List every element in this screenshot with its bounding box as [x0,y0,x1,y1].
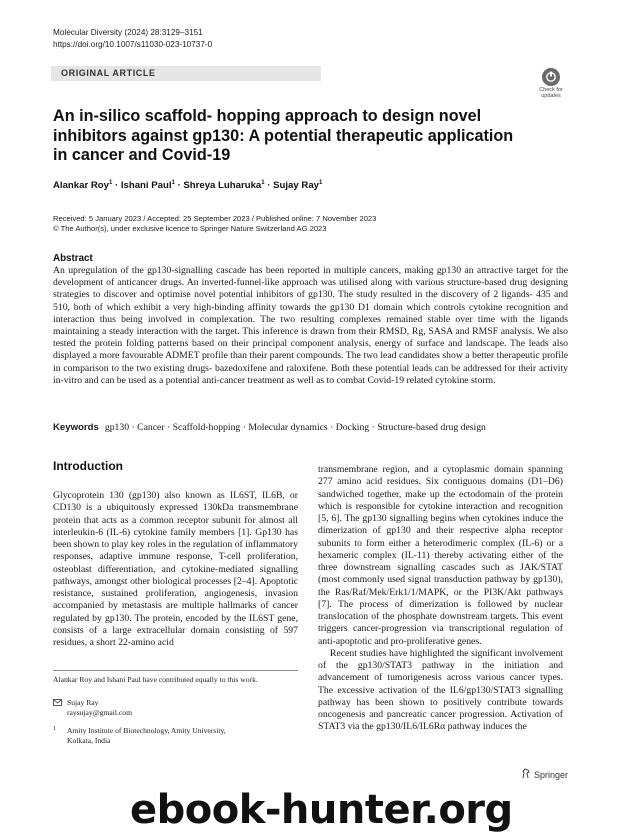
abstract-heading: Abstract [53,253,93,264]
affiliation [53,726,226,746]
author-affiliation-mark: 1 [108,180,113,186]
footnote-divider [53,670,298,671]
affiliation-line: Amity Institute of Biotechnology, Amity University, [67,726,226,735]
author-separator: · [264,180,274,192]
author-list [53,180,322,191]
left-column [53,490,298,649]
springer-horse-icon [521,768,531,781]
envelope-icon [53,699,62,709]
affiliation-number: 1 [53,726,56,732]
affiliation-line: Kolkata, India [67,736,111,745]
keywords-label: Keywords [53,422,99,433]
author-name[interactable]: Shreya Luharuka [183,180,262,192]
article-title: An in-silico scaffold- hopping approach to design novel inhibitors against gp130: A potential therapeutic application in cancer and Covid-19 [53,107,514,164]
journal-header [53,27,212,51]
check-updates-icon [542,68,560,86]
author-name[interactable]: Sujay Ray [273,180,319,192]
author-name[interactable]: Ishani Paul [120,180,172,192]
history-dates: Received: 5 January 2023 / Accepted: 25 September 2023 / Published online: 7 November 2023 [53,214,377,223]
publication-dates [53,214,376,234]
publisher-name: Springer [534,769,569,780]
publisher-mark [521,768,568,781]
right-column [318,464,563,734]
check-for-updates-badge[interactable] [535,68,567,102]
author-separator: · [112,180,121,192]
article-type-banner: ORIGINAL ARTICLE [51,66,321,81]
intro-paragraph: transmembrane region, and a cytoplasmic domain spanning 277 amino acid residues. Six contiguous domains (D1–D6) sandwiched together, make up the ectodomain of the protein which is responsible for cytokine interaction and recognition [5, 6]. The gp130 signalling begins when cytokines induce the dimerization of gp130 and their respective alpha receptor subunits to form either a heterodimeric complex (IL-6) or a hexameric complex (IL-11) thereby activating either of the three downstream signalling cascades such as JAK/STAT (most commonly used signal transduction pathway by gp130), the Ras/Raf/Mek/Erk1/1/MAPK, or the PI3K/Akt pathways [7]. The process of dimerization is followed by nuclear translocation of the phosphate downstream targets. This event triggers cancer-progression via transcriptional regulation of anti-apoptotic and pro-proliferative genes. [318,464,563,647]
check-updates-label: Check for updates [539,87,563,99]
keywords-text: gp130 · Cancer · Scaffold-hopping · Molecular dynamics · Docking · Structure-based drug design [104,422,486,433]
doi-link[interactable]: https://doi.org/10.1007/s11030-023-10737-0 [53,40,213,49]
corresponding-name: Sujay Ray [67,698,99,707]
author-affiliation-mark: 1 [319,180,323,186]
watermark-text: ebook-hunter.org [130,787,513,833]
intro-paragraph: Glycoprotein 130 (gp130) also known as IL6ST, IL6B, or CD130 is a ubiquitously expressed 130kDa transmembrane protein that acts as a common receptor subunit for almost all interleukin-6 (IL-6) cytokine family members [1]. Gp130 has been shown to play key roles in the regulation of inflammatory responses, adaptive immune response, T-cell proliferation, osteoblast differentiation, and cytokine-mediated signalling pathways, amongst other biological processes [2–4]. Apoptotic resistance, sustained proliferation, angiogenesis, invasion accompanied by metastasis are multiple hallmarks of cancer regulated by gp130. The protein, encoded by the IL6ST gene, consists of a large extracellular domain consisting of 597 residues, a short 22-amino acid [53,490,298,648]
author-name[interactable]: Alankar Roy [53,180,109,192]
author-separator: · [174,180,184,192]
corresponding-author [53,698,132,718]
copyright-line: © The Author(s), under exclusive licence to Springer Nature Switzerland AG 2023 [53,224,327,233]
abstract-text: An upregulation of the gp130-signalling cascade has been reported in multiple cancers, making gp130 an attractive target for the development of anticancer drugs. An inverted-funnel-like approach was utilised along with various structure-based drug designing strategies to discover and optimise novel potential inhibitors of gp130. The study resulted in the discovery of 2 ligands- 435 and 510, both of which exhibit a very high-binding affinity towards the gp130 D1 domain which controls cytokine recognition and interaction thus being involved in complexation. The two resulting complexes remained stable over time with the ligands maintaining a steady interaction with the target. This inference is drawn from their RMSD, Rg, SASA and RMSF analysis. We also tested the protein folding patterns based on their principal component analysis, energy of surface and landscape. The leads also displayed a more favourable ADMET profile than their parent compounds. The two lead candidates show a better therapeutic profile in comparison to the two existing drugs- bazedoxifene and raloxifene. Both these potential leads can be addressed for their activity in-vitro and can be used as a potential anti-cancer treatment as well as to combat Covid-19 related cytokine storm. [53,265,568,386]
keywords-line [53,422,486,433]
author-affiliation-mark: 1 [261,180,265,186]
intro-paragraph: Recent studies have highlighted the significant involvement of the gp130/STAT3 pathway in the initiation and advancement of tumorigenesis across various cancer types. The excessive activation of the IL6/gp130/STAT3 signalling pathway has been shown to positively contribute towards oncogenesis and pancreatic cancer progression. Activation of STAT3 via the gp130/IL6/IL6Rα pathway induces the [318,647,563,733]
author-affiliation-mark: 1 [171,180,175,186]
corresponding-email[interactable]: raysujay@gmail.com [67,708,132,717]
introduction-heading: Introduction [53,459,123,473]
journal-citation: Molecular Diversity (2024) 28:3129–3151 [53,28,203,37]
contribution-note: Alankar Roy and Ishani Paul have contributed equally to this work. [53,675,258,684]
